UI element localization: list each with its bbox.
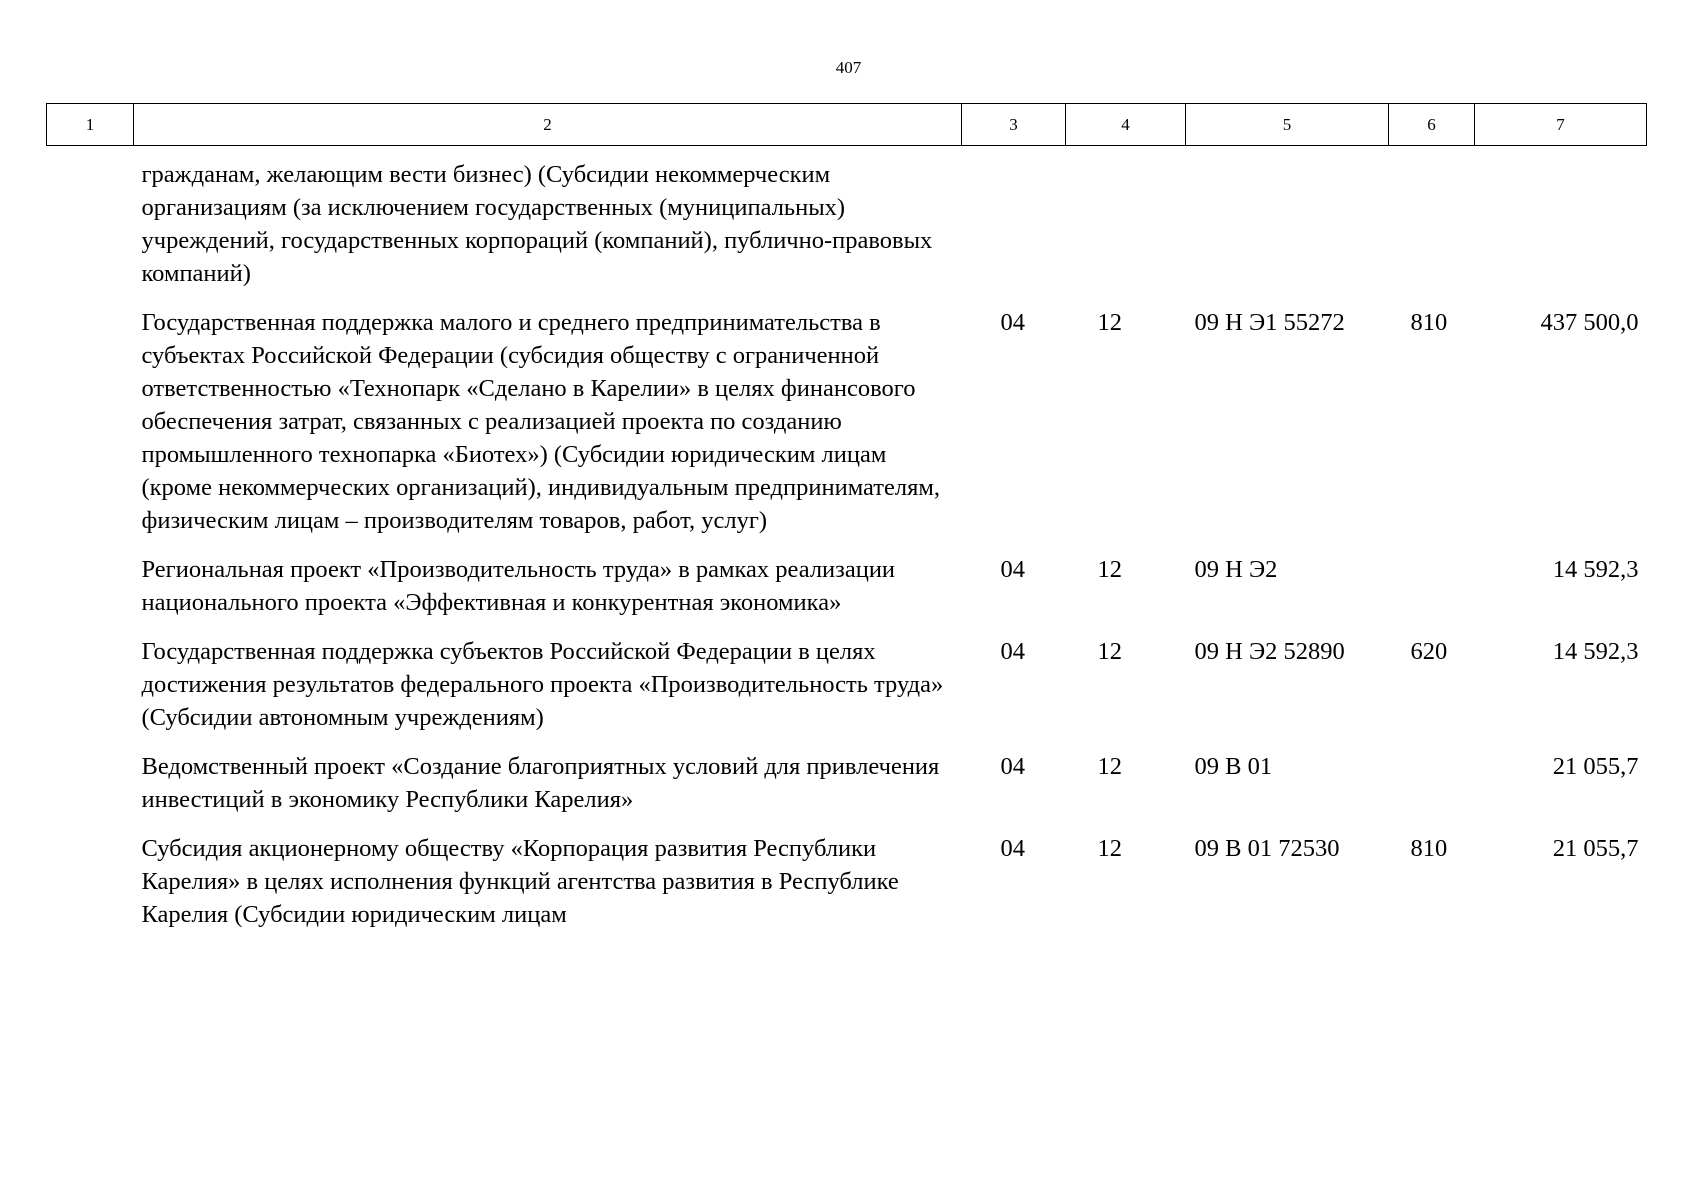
- expense-type-cell: 620: [1410, 638, 1448, 665]
- row-number-cell: [47, 619, 134, 734]
- subsection-cell: 12: [1097, 638, 1122, 665]
- description-cell: гражданам, желающим вести бизнес) (Субсидии некоммерческим организациям (за исключением государственных (муниципальных) учреждений, государственных корпораций (компаний), публично-правовых компаний): [141, 161, 933, 287]
- header-col-7: 7: [1475, 104, 1647, 146]
- header-col-4: 4: [1066, 104, 1186, 146]
- target-article-cell: 09 Н Э2 52890: [1194, 638, 1345, 665]
- expense-type-cell: [1389, 537, 1475, 619]
- subsection-cell: 12: [1097, 753, 1122, 780]
- budget-table: [46, 103, 1647, 931]
- description-cell: Ведомственный проект «Создание благоприятных условий для привлечения инвестиций в экономику Республики Карелия»: [141, 753, 940, 813]
- description-cell: Региональная проект «Производительность труда» в рамках реализации национального проекта «Эффективная и конкурентная экономика»: [141, 556, 896, 616]
- description-cell: Государственная поддержка малого и среднего предпринимательства в субъектах Российской Федерации (субсидия обществу с ограниченной ответственностью «Технопарк «Сделано в Карелии» в целях финансового обеспечения затрат, связанных с реализацией проекта по созданию промышленного технопарка «Биотех») (Субсидии юридическим лицам (кроме некоммерческих организаций), индивидуальным предпринимателям, физическим лицам – производителям товаров, работ, услуг): [141, 309, 940, 534]
- row-number-cell: [47, 537, 134, 619]
- target-article-cell: 09 Н Э2: [1194, 556, 1278, 583]
- target-article-cell: 09 Н Э1 55272: [1194, 309, 1345, 336]
- expense-type-cell: [1389, 146, 1475, 291]
- section-cell: [962, 146, 1066, 291]
- subsection-cell: [1066, 146, 1186, 291]
- row-number-cell: [47, 816, 134, 931]
- table-row: [47, 146, 1647, 291]
- subsection-cell: 12: [1097, 556, 1122, 583]
- header-col-1: 1: [47, 104, 134, 146]
- subsection-cell: 12: [1097, 309, 1122, 336]
- table-row: [47, 734, 1647, 816]
- section-cell: 04: [1000, 835, 1025, 862]
- header-col-3: 3: [962, 104, 1066, 146]
- row-number-cell: [47, 290, 134, 537]
- section-cell: 04: [1000, 309, 1025, 336]
- amount-cell: 21 055,7: [1552, 753, 1639, 780]
- table-row: [47, 619, 1647, 734]
- expense-type-cell: 810: [1410, 309, 1448, 336]
- row-number-cell: [47, 146, 134, 291]
- description-cell: Субсидия акционерному обществу «Корпорация развития Республики Карелия» в целях исполнения функций агентства развития в Республике Карелия (Субсидии юридическим лицам: [141, 835, 899, 928]
- description-cell: Государственная поддержка субъектов Российской Федерации в целях достижения результатов федерального проекта «Производительность труда» (Субсидии автономным учреждениям): [141, 638, 944, 731]
- target-article-cell: 09 В 01 72530: [1194, 835, 1340, 862]
- table-row: [47, 816, 1647, 931]
- table-row: [47, 290, 1647, 537]
- amount-cell: 14 592,3: [1552, 556, 1639, 583]
- expense-type-cell: [1389, 734, 1475, 816]
- header-col-6: 6: [1389, 104, 1475, 146]
- section-cell: 04: [1000, 753, 1025, 780]
- expense-type-cell: 810: [1410, 835, 1448, 862]
- header-col-2: 2: [134, 104, 962, 146]
- section-cell: 04: [1000, 638, 1025, 665]
- table-row: [47, 537, 1647, 619]
- header-row: [47, 104, 1647, 146]
- amount-cell: 14 592,3: [1552, 638, 1639, 665]
- target-article-cell: 09 В 01: [1194, 753, 1273, 780]
- header-col-5: 5: [1186, 104, 1389, 146]
- amount-cell: 437 500,0: [1540, 309, 1639, 336]
- page-number: 407: [835, 58, 862, 77]
- section-cell: 04: [1000, 556, 1025, 583]
- amount-cell: [1475, 146, 1647, 291]
- subsection-cell: 12: [1097, 835, 1122, 862]
- amount-cell: 21 055,7: [1552, 835, 1639, 862]
- target-article-cell: [1186, 146, 1389, 291]
- row-number-cell: [47, 734, 134, 816]
